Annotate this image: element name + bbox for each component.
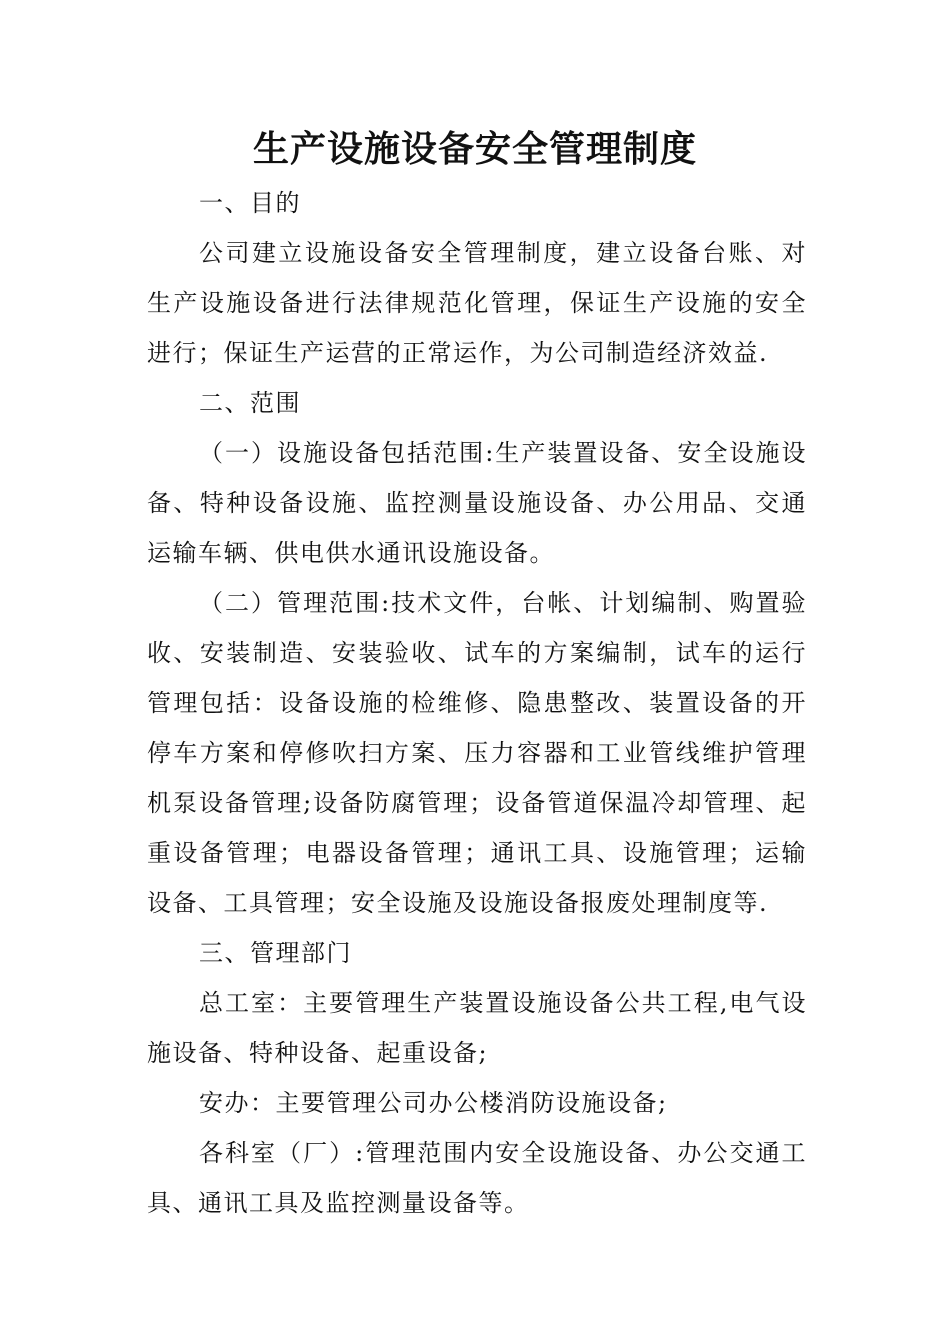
paragraph-scope-equipment: （一）设施设备包括范围:生产装置设备、安全设施设备、特种设备设施、监控测量设施设备、办公用品、交通运输车辆、供电供水通讯设施设备。 bbox=[147, 439, 807, 567]
paragraph-chief-engineer-office: 总工室：主要管理生产装置设施设备公共工程,电气设施设备、特种设备、起重设备; bbox=[147, 989, 807, 1067]
heading-purpose: 一、目的 bbox=[199, 189, 301, 217]
paragraph-scope-management: （二）管理范围:技术文件，台帐、计划编制、购置验收、安装制造、安装验收、试车的方案编制，试车的运行管理包括：设备设施的检维修、隐患整改、装置设备的开停车方案和停修吹扫方案、压力容器和工业管线维护管理机泵设备管理;设备防腐管理；设备管道保温冷却管理、起重设备管理；电器设备管理；通讯工具、设施管理；运输设备、工具管理；安全设施及设施设备报废处理制度等. bbox=[147, 589, 807, 917]
heading-departments: 三、管理部门 bbox=[199, 939, 352, 967]
paragraph-purpose: 公司建立设施设备安全管理制度，建立设备台账、对生产设施设备进行法律规范化管理，保证生产设施的安全进行；保证生产运营的正常运作，为公司制造经济效益. bbox=[147, 239, 807, 367]
document-title: 生产设施设备安全管理制度 bbox=[252, 128, 697, 170]
document-body bbox=[147, 178, 807, 1228]
paragraph-safety-office: 安办：主要管理公司办公楼消防设施设备; bbox=[199, 1089, 668, 1117]
paragraph-departments-factories: 各科室（厂）:管理范围内安全设施设备、办公交通工具、通讯工具及监控测量设备等。 bbox=[147, 1139, 807, 1217]
heading-scope: 二、范围 bbox=[199, 389, 301, 417]
